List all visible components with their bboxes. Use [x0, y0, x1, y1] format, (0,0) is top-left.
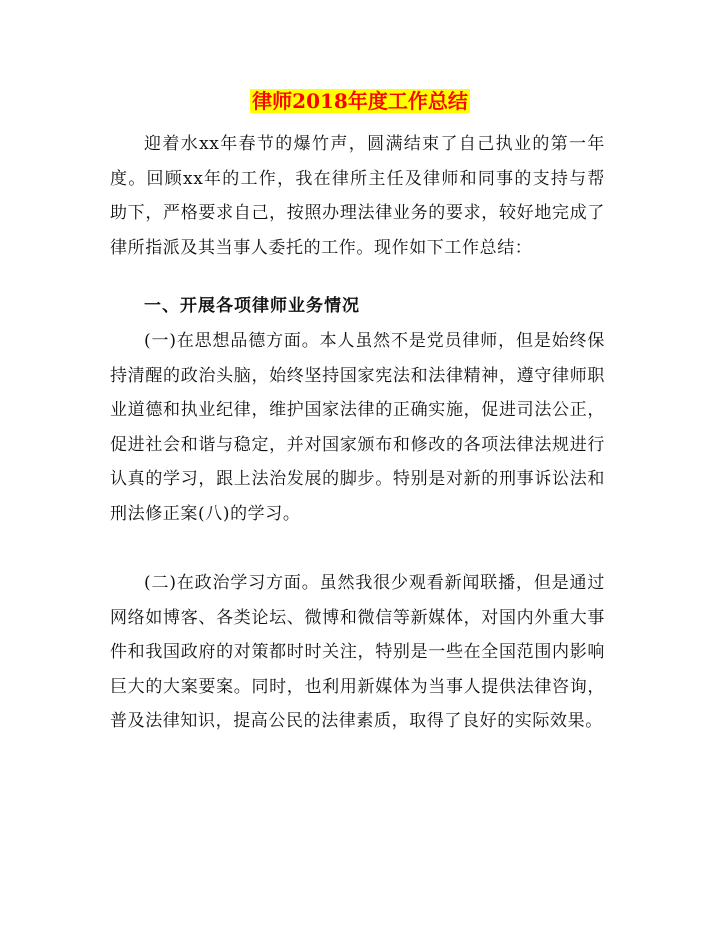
- moral-paragraph: (一)在思想品德方面。本人虽然不是党员律师，但是始终保持清醒的政治头脑，始终坚持国家宪法和法律精神，遵守律师职业道德和执业纪律，维护国家法律的正确实施，促进司法公正，促进社会和谐与稳定，并对国家颁布和修改的各项法律法规进行认真的学习，跟上法治发展的脚步。特别是对新的刑事诉讼法和刑法修正案(八)的学习。: [110, 331, 605, 524]
- intro-paragraph: 迎着水xx年春节的爆竹声，圆满结束了自己执业的第一年度。回顾xx年的工作，我在律所主任及律师和同事的支持与帮助下，严格要求自己，按照办理法律业务的要求，较好地完成了律所指派及其当事人委托的工作。现作如下工作总结：: [110, 134, 605, 258]
- document-title-text: 律师2018年度工作总结: [252, 89, 468, 113]
- section-heading: 一、开展各项律师业务情况: [144, 296, 360, 316]
- politics-paragraph: (二)在政治学习方面。虽然我很少观看新闻联播，但是通过网络如博客、各类论坛、微博和微信等新媒体，对国内外重大事件和我国政府的对策都时时关注，特别是一些在全国范围内影响巨大的大案要案。同时，也利用新媒体为当事人提供法律咨询，普及法律知识，提高公民的法律素质，取得了良好的实际效果。: [110, 573, 605, 731]
- document-title: [0, 88, 720, 114]
